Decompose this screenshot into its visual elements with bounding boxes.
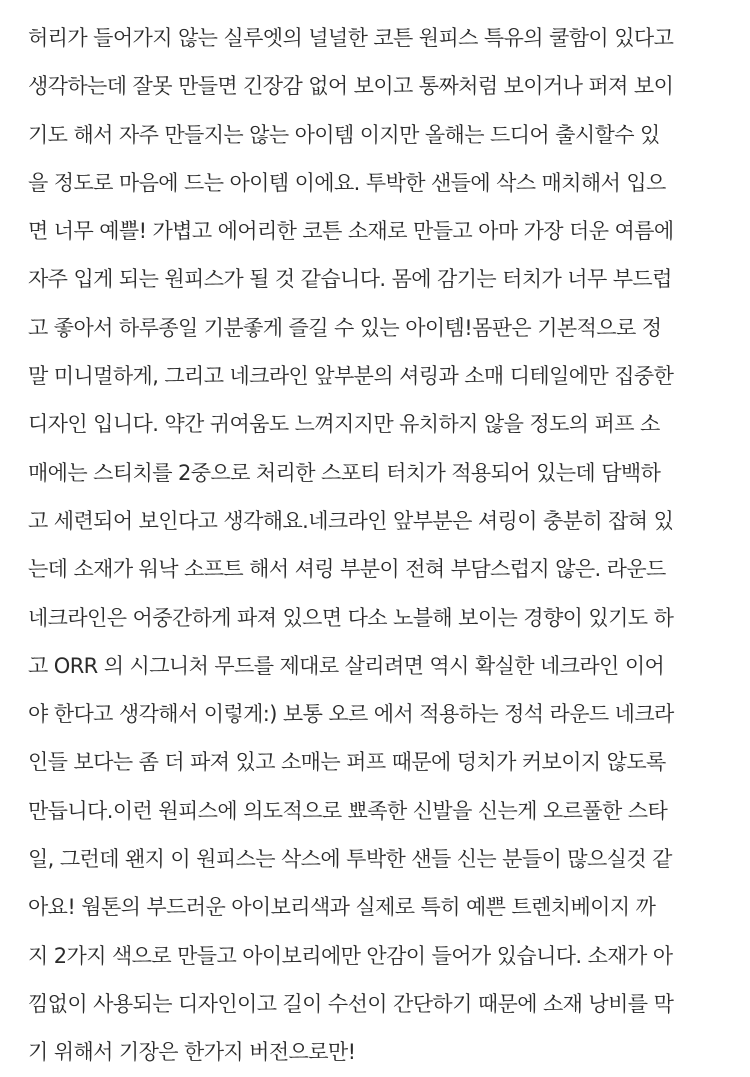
text-line: 기도 해서 자주 만들지는 않는 아이템 이지만 올해는 드디어 출시할수 있	[28, 122, 660, 147]
text-line: 낌없이 사용되는 디자인이고 길이 수선이 간단하기 때문에 소재 낭비를 막	[28, 991, 674, 1016]
text-line: 말 미니멀하게, 그리고 네크라인 앞부분의 셔링과 소매 디테일에만 집중한	[28, 364, 674, 389]
text-line: 디자인 입니다. 약간 귀여움도 느껴지지만 유치하지 않을 정도의 퍼프 소	[28, 412, 660, 437]
text-line: 고 세련되어 보인다고 생각해요.네크라인 앞부분은 셔링이 충분히 잡혀 있	[28, 508, 674, 533]
text-line: 만듭니다.이런 원피스에 의도적으로 뾰족한 신발을 신는게 오르풀한 스타	[28, 798, 668, 823]
text-line: 는데 소재가 워낙 소프트 해서 셔링 부분이 전혀 부담스럽지 않은. 라운드	[28, 557, 666, 582]
text-line: 생각하는데 잘못 만들면 긴장감 없어 보이고 통짜처럼 보이거나 퍼져 보이	[28, 74, 674, 99]
text-line: 네크라인은 어중간하게 파져 있으면 다소 노블해 보이는 경향이 있기도 하	[28, 605, 674, 630]
text-line: 아요! 웜톤의 부드러운 아이보리색과 실제로 특히 예쁜 트렌치베이지 까	[28, 895, 656, 920]
text-line: 일, 그런데 왠지 이 원피스는 삭스에 투박한 샌들 신는 분들이 많으실것 같	[28, 847, 672, 872]
text-line: 지 2가지 색으로 만들고 아이보리에만 안감이 들어가 있습니다. 소재가 아	[28, 943, 673, 968]
text-line: 을 정도로 마음에 드는 아이템 이에요. 투박한 샌들에 삭스 매치해서 입으	[28, 170, 666, 195]
text-line: 기 위해서 기장은 한가지 버전으로만!	[28, 1040, 356, 1065]
text-line: 면 너무 예쁠! 가볍고 에어리한 코튼 소재로 만들고 아마 가장 더운 여름에	[28, 219, 674, 244]
text-line: 야 한다고 생각해서 이렇게:) 보통 오르 에서 적용하는 정석 라운드 네크라	[28, 702, 674, 727]
text-line: 고 ORR 의 시그니처 무드를 제대로 살리려면 역시 확실한 네크라인 이어	[28, 653, 665, 678]
text-line: 자주 입게 되는 원피스가 될 것 같습니다. 몸에 감기는 터치가 너무 부드럽	[28, 267, 672, 292]
text-line: 허리가 들어가지 않는 실루엣의 널널한 코튼 원피스 특유의 쿨함이 있다고	[28, 26, 674, 50]
text-line: 매에는 스티치를 2중으로 처리한 스포티 터치가 적용되어 있는데 담백하	[28, 460, 661, 485]
text-line: 인들 보다는 좀 더 파져 있고 소매는 퍼프 때문에 덩치가 커보이지 않도록	[28, 750, 666, 775]
text-line: 고 좋아서 하루종일 기분좋게 즐길 수 있는 아이템!몸판은 기본적으로 정	[28, 315, 662, 340]
